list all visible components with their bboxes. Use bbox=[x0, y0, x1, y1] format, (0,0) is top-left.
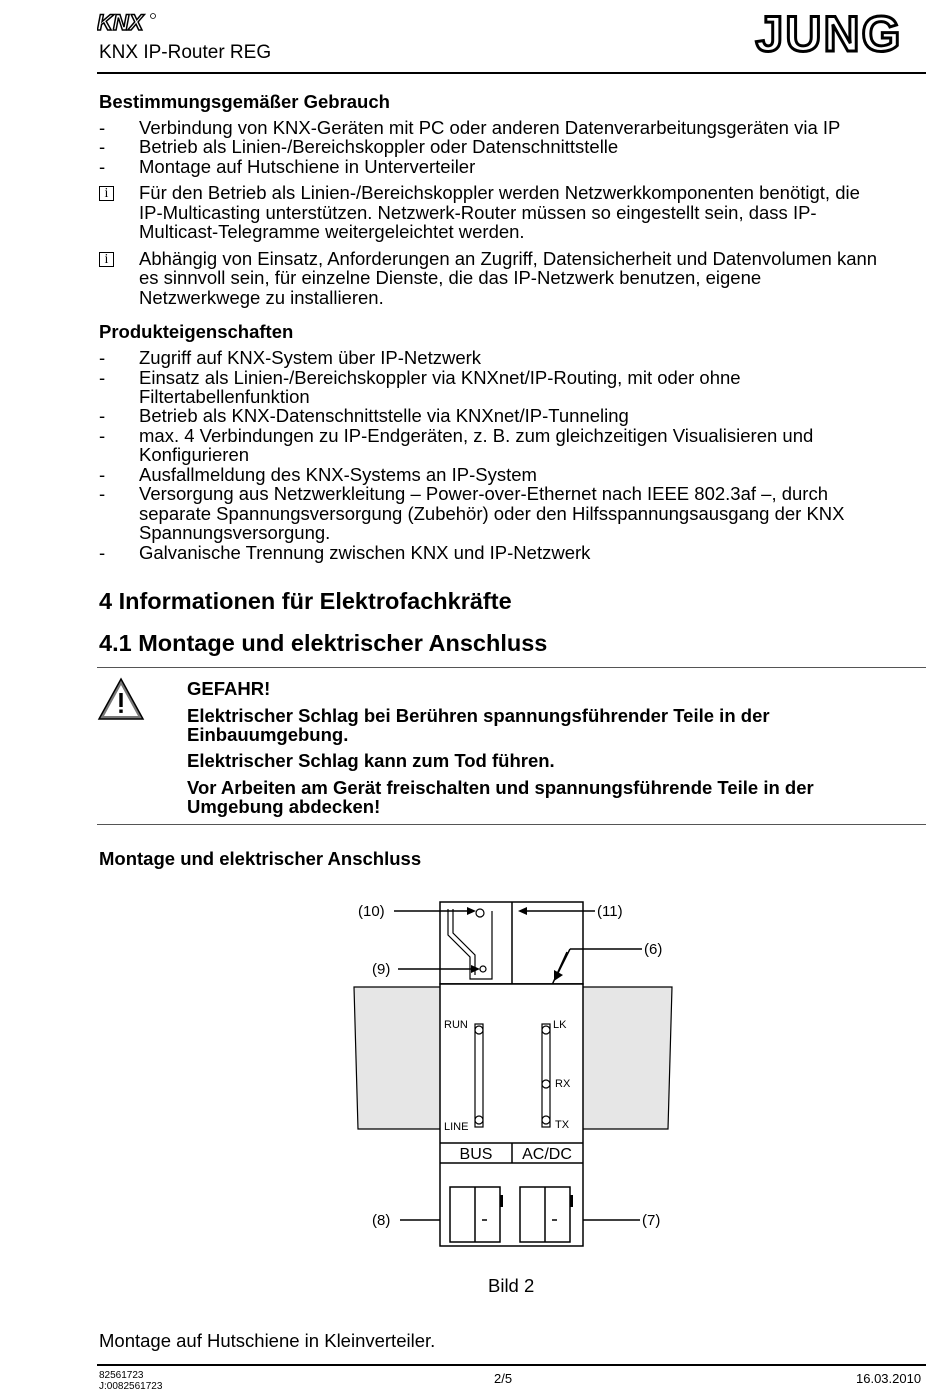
intended-use-heading: Bestimmungsgemäßer Gebrauch bbox=[99, 91, 390, 112]
mounting-text: Montage auf Hutschiene in Kleinverteiler. bbox=[99, 1330, 436, 1351]
header-rule bbox=[97, 72, 926, 74]
page-number: 2/5 bbox=[494, 1371, 513, 1386]
footer-date: 16.03.2010 bbox=[856, 1371, 922, 1386]
label-rx: RX bbox=[555, 1078, 571, 1090]
warning-line: Einbauumgebung. bbox=[187, 724, 349, 745]
document-number-j: J:0082561723 bbox=[99, 1381, 163, 1392]
label-line: LINE bbox=[444, 1121, 469, 1133]
warning-bottom-rule bbox=[97, 824, 926, 825]
warning-line: Umgebung abdecken! bbox=[187, 796, 381, 817]
mounting-heading: Montage und elektrischer Anschluss bbox=[99, 848, 422, 869]
callout-7: (7) bbox=[642, 1212, 661, 1229]
info-icon: i bbox=[99, 252, 114, 267]
warning-line: Elektrischer Schlag kann zum Tod führen. bbox=[187, 750, 555, 771]
warning-line: Elektrischer Schlag bei Berühren spannungsführender Teile in der bbox=[187, 705, 770, 726]
label-run: RUN bbox=[444, 1019, 468, 1031]
section-title: 4.1 Montage und elektrischer Anschluss bbox=[99, 630, 548, 656]
footer-rule bbox=[97, 1364, 926, 1366]
document-title: KNX IP-Router REG bbox=[99, 42, 272, 63]
callout-8: (8) bbox=[372, 1212, 391, 1229]
warning-triangle-icon bbox=[97, 677, 145, 721]
label-tx: TX bbox=[555, 1119, 570, 1131]
document-number: 82561723 bbox=[99, 1370, 144, 1381]
jung-logo bbox=[730, 8, 928, 60]
callout-10: (10) bbox=[358, 903, 385, 920]
callout-6: (6) bbox=[644, 941, 663, 958]
chapter-title: 4 Informationen für Elektrofachkräfte bbox=[99, 588, 512, 614]
warning-line: Vor Arbeiten am Gerät freischalten und spannungsführende Teile in der bbox=[187, 777, 814, 798]
label-lk: LK bbox=[553, 1019, 567, 1031]
figure-caption: Bild 2 bbox=[488, 1275, 535, 1296]
warning-top-rule bbox=[97, 667, 926, 668]
label-bus: BUS bbox=[459, 1146, 493, 1163]
knx-logo-text: KNX bbox=[97, 10, 144, 35]
label-acdc: AC/DC bbox=[522, 1146, 572, 1163]
info-icon: i bbox=[99, 186, 114, 201]
features-heading: Produkteigenschaften bbox=[99, 321, 294, 342]
knx-logo bbox=[97, 10, 159, 36]
callout-11: (11) bbox=[597, 903, 623, 920]
jung-logo-text: JUNG bbox=[755, 8, 903, 60]
warning-label: GEFAHR! bbox=[187, 678, 271, 699]
device-diagram bbox=[352, 897, 674, 1249]
callout-9: (9) bbox=[372, 961, 391, 978]
